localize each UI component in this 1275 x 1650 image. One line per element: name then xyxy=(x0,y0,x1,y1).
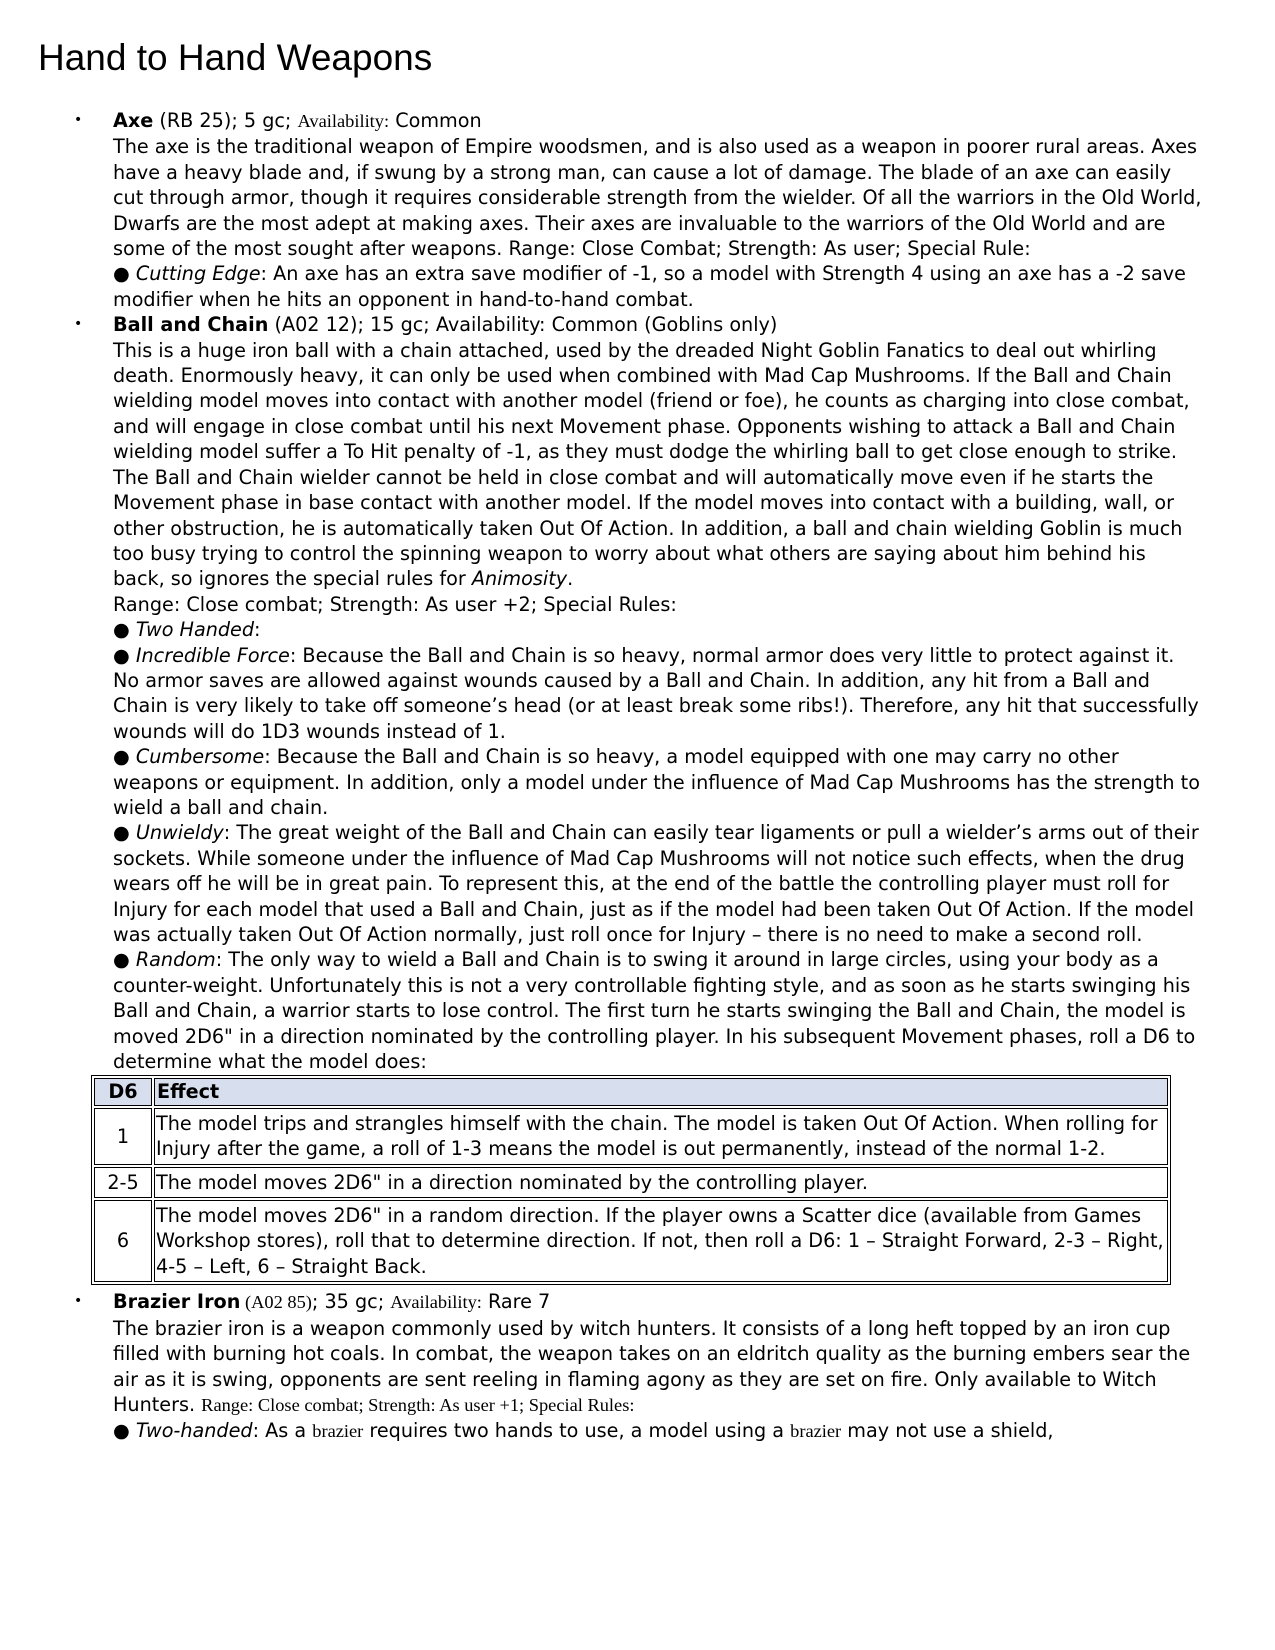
d6-effect-table xyxy=(91,1075,1171,1285)
brazier-iron-description xyxy=(113,1316,1203,1419)
brazier-iron-range: Range: Close combat; Strength: As user +1; Special Rules: xyxy=(201,1394,635,1415)
rule-text: : As a xyxy=(252,1419,313,1443)
rule-text: requires two hands to use, a model using a xyxy=(363,1419,791,1443)
ball-and-chain-header xyxy=(113,312,1203,337)
rule-text: : An axe has an extra save modifier of -1, so a model with Strength 4 using an axe has a -2 save modifier when he hits an opponent in hand-to-hand combat. xyxy=(113,262,1186,311)
axe-availability-value: Common xyxy=(389,109,482,132)
table-row xyxy=(94,1167,1168,1198)
brazier-iron-header xyxy=(113,1289,1203,1315)
rule-bullet: ● xyxy=(113,821,136,845)
table-cell-effect: The model moves 2D6" in a direction nominated by the controlling player. xyxy=(154,1167,1168,1198)
ball-and-chain-name: Ball and Chain xyxy=(113,313,269,337)
table-cell-roll: 6 xyxy=(94,1200,152,1282)
rule-incredible-force xyxy=(113,643,1203,745)
table-header-row xyxy=(94,1078,1168,1105)
rule-name: Two Handed xyxy=(135,618,255,642)
table-header-d6: D6 xyxy=(94,1078,152,1105)
rule-bullet: ● xyxy=(113,618,136,642)
rule-bullet: ● xyxy=(113,262,136,286)
page-title: Hand to Hand Weapons xyxy=(38,37,433,78)
table-cell-effect: The model moves 2D6" in a random direction. If the player owns a Scatter dice (available from Games Workshop stores), roll that to determine direction. If not, then roll a D6: 1 – Straight Forward, 2-3 – Right, 4-5 – Left, 6 – Straight Back. xyxy=(154,1200,1168,1282)
brazier-iron-ref: (A02 85) xyxy=(240,1292,312,1313)
rule-name: Two-handed xyxy=(135,1419,253,1443)
rule-unwieldy xyxy=(113,820,1203,947)
rule-name: Cumbersome xyxy=(135,745,265,769)
brazier-word: brazier xyxy=(312,1421,364,1442)
ball-and-chain-header-rest: (A02 12); 15 gc; Availability: Common (Goblins only) xyxy=(268,313,778,337)
animosity-term: Animosity xyxy=(471,567,568,591)
rule-name: Cutting Edge xyxy=(135,262,261,286)
rule-text: : Because the Ball and Chain is so heavy, normal armor does very little to protect against it. No armor saves are allowed against wounds caused by a Ball and Chain. In addition, any hit from a Ball and Chain is very likely to take off someone’s head (or at least break some ribs!). Therefore, any hit that successfully wounds will do 1D3 wounds instead of 1. xyxy=(113,643,1199,743)
rule-text: may not use a shield, xyxy=(841,1419,1054,1443)
rule-bullet: ● xyxy=(113,745,136,769)
table-cell-roll: 2-5 xyxy=(94,1167,152,1198)
weapon-entry-brazier-iron xyxy=(0,1289,1275,1444)
rule-name: Random xyxy=(135,948,216,972)
rule-text: : The only way to wield a Ball and Chain is to swing it around in large circles, using your body as a counter-weight. Unfortunately this is not a very controllable fighting style, and as soon as he starts swinging his Ball and Chain, a warrior starts to lose control. The first turn he starts swinging the Ball and Chain, the model is moved 2D6" in a direction nominated by the controlling player. In his subsequent Movement phases, roll a D6 to determine what the model does: xyxy=(113,948,1196,1074)
rule-two-handed xyxy=(113,617,1203,642)
table-header-effect: Effect xyxy=(154,1078,1168,1105)
axe-ref: (RB 25); 5 gc; xyxy=(153,109,298,132)
weapon-list xyxy=(0,108,1275,1445)
axe-rule-cutting-edge xyxy=(113,261,1203,312)
description-end: . xyxy=(567,567,574,591)
rule-bullet: ● xyxy=(113,643,136,667)
rule-text: : Because the Ball and Chain is so heavy, a model equipped with one may carry no other weapons or equipment. In addition, only a model under the influence of Mad Cap Mushrooms has the strength to wield a ball and chain. xyxy=(113,745,1200,819)
brazier-iron-availability-label: Availability: xyxy=(390,1292,482,1313)
list-bullet: • xyxy=(74,1293,83,1310)
weapon-entry-axe xyxy=(0,108,1275,312)
brazier-iron-availability-value: Rare 7 xyxy=(481,1290,551,1314)
list-bullet: • xyxy=(74,112,83,128)
brazier-iron-cost: ; 35 gc; xyxy=(311,1290,391,1314)
brazier-iron-name: Brazier Iron xyxy=(113,1290,241,1314)
axe-description: The axe is the traditional weapon of Empire woodsmen, and is also used as a weapon in poorer rural areas. Axes have a heavy blade and, if swung by a strong man, can cause a lot of damage. The blade of an axe can easily cut through armor, though it requires considerable strength from the wielder. Of all the warriors in the Old World, Dwarfs are the most adept at making axes. Their axes are invaluable to the warriors of the Old World and are some of the most sought after weapons. Range: Close Combat; Strength: As user; Special Rule: xyxy=(113,135,1202,261)
description-text: The brazier iron is a weapon commonly used by witch hunters. It consists of a long heft topped by an iron cup filled with burning hot coals. In combat, the weapon takes on an eldritch quality as the burning embers sear the air as it is swing, opponents are sent reeling in flaming agony as they are set on fire. Only available to Witch Hunters. xyxy=(113,1316,1191,1416)
rule-random xyxy=(113,947,1203,1074)
list-bullet: • xyxy=(74,316,83,333)
rule-bullet: ● xyxy=(113,948,136,972)
rule-text: : The great weight of the Ball and Chain can easily tear ligaments or pull a wielder’s arms out of their sockets. While someone under the influence of Mad Cap Mushrooms will not notice such effects, when the drug wears off he will be in great pain. To represent this, at the end of the battle the controlling player must roll for Injury for each model that used a Ball and Chain, just as if the model had been taken Out Of Action. If the model was actually taken Out Of Action normally, just roll once for Injury – there is no need to make a second roll. xyxy=(113,821,1199,946)
axe-header xyxy=(113,108,1203,134)
table-row xyxy=(94,1200,1168,1282)
brazier-word: brazier xyxy=(790,1421,842,1442)
rule-bullet: ● xyxy=(113,1419,136,1443)
weapon-entry-ball-and-chain xyxy=(0,312,1275,1285)
rule-name: Incredible Force xyxy=(135,643,290,667)
rule-text: : xyxy=(254,618,261,642)
rule-two-handed-brazier xyxy=(113,1418,1203,1444)
ball-and-chain-range: Range: Close combat; Strength: As user +2; Special Rules: xyxy=(113,592,677,616)
rule-cumbersome xyxy=(113,744,1203,820)
table-cell-roll: 1 xyxy=(94,1108,152,1165)
axe-name: Axe xyxy=(113,109,154,132)
axe-availability-label: Availability: xyxy=(297,111,390,131)
ball-and-chain-description xyxy=(113,338,1203,592)
d6-table-wrapper xyxy=(91,1075,1171,1285)
table-row xyxy=(94,1108,1168,1165)
table-cell-effect: The model trips and strangles himself with the chain. The model is taken Out Of Action. When rolling for Injury after the game, a roll of 1-3 means the model is out permanently, instead of the normal 1-2. xyxy=(154,1108,1168,1165)
rule-name: Unwieldy xyxy=(135,821,224,845)
description-text: This is a huge iron ball with a chain attached, used by the dreaded Night Goblin Fanatics to deal out whirling death. Enormously heavy, it can only be used when combined with Mad Cap Mushrooms. If the Ball and Chain wielding model moves into contact with another model (friend or foe), he counts as charging into close combat, and will engage in close combat until his next Movement phase. Opponents wishing to attack a Ball and Chain wielding model suffer a To Hit penalty of -1, as they must dodge the whirling ball to get close enough to strike. The Ball and Chain wielder cannot be held in close combat and will automatically move even if he starts the Movement phase in base contact with another model. If the model moves into contact with a building, wall, or other obstruction, he is automatically taken Out Of Action. In addition, a ball and chain wielding Goblin is much too busy trying to control the spinning weapon to worry about what others are saying about him behind his back, so ignores the special rules for xyxy=(113,338,1190,591)
